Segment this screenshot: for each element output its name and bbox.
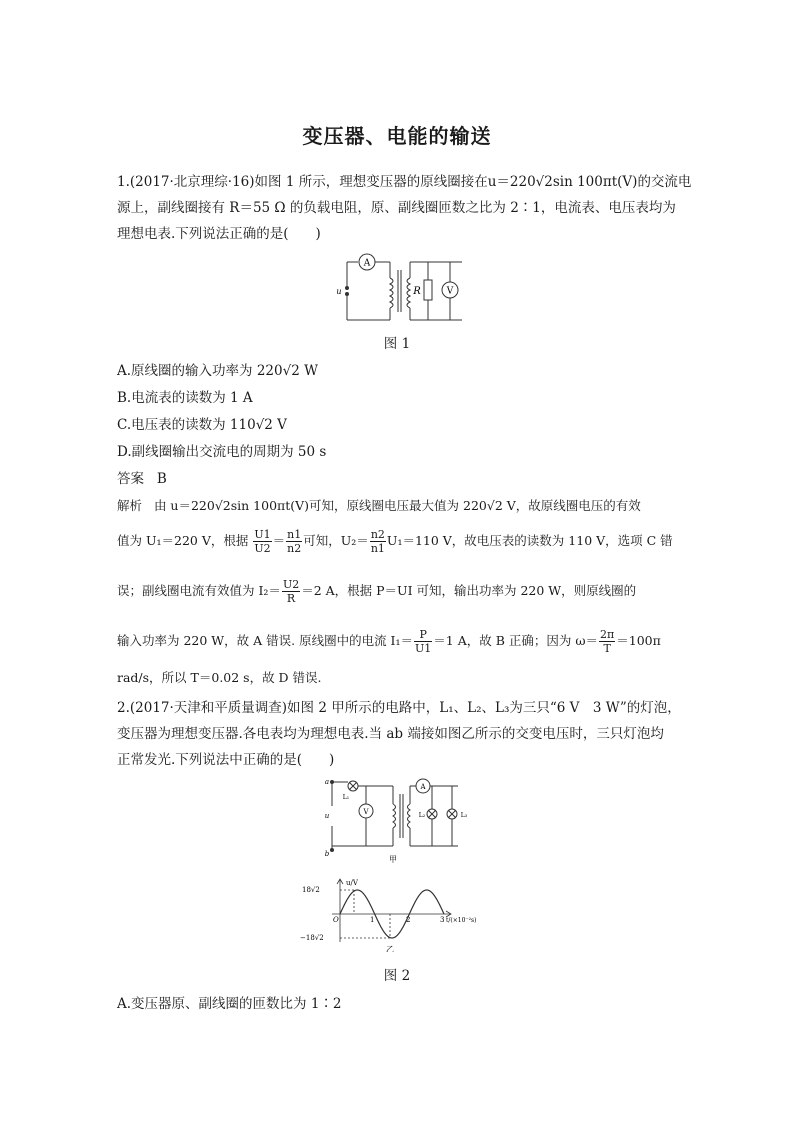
fraction-den: T <box>603 642 611 655</box>
analysis-text: 可知，U₂＝ <box>303 533 369 548</box>
voltmeter-label: V <box>363 808 369 816</box>
q1-stem-text-end: 的交流电 <box>637 174 692 190</box>
q1-stem-line3: 理想电表.下列说法正确的是( ) <box>117 226 321 242</box>
fraction-num: U2 <box>282 578 300 591</box>
q1-analysis-line2 <box>117 528 673 555</box>
terminal-a-label: a <box>324 778 330 786</box>
lamp-l2-label: L₂ <box>418 812 426 819</box>
lamp-l1-label: L₁ <box>342 794 350 801</box>
analysis-text: U₁＝110 V，故电压表的读数为 110 V，选项 C 错 <box>386 533 673 548</box>
q1-analysis-line5: rad/s，所以 T＝0.02 s，故 D 错误. <box>117 670 322 685</box>
analysis-text: 输入功率为 220 W，故 A 错误. 原线圈中的电流 I₁＝ <box>117 633 413 648</box>
ammeter-label: A <box>363 258 371 269</box>
q2-stem-line2: 变压器为理想变压器.各电表均为理想电表.当 ab 端接如图乙所示的交变电压时，三只灯泡均 <box>117 726 664 742</box>
fraction <box>282 578 300 605</box>
q1-stem-line1 <box>117 170 691 190</box>
y-axis-label: u/V <box>346 879 358 887</box>
q1-option-b: B.电流表的读数为 1 A <box>117 390 253 406</box>
figure-yi-caption: 乙 <box>386 945 394 952</box>
trough-label: −18√2 <box>300 934 324 942</box>
q2-stem-line1: 2.(2017·天津和平质量调查)如图 2 甲所示的电路中，L₁、L₂、L₃为三只“6 V 3 W”的灯泡， <box>117 700 681 716</box>
figure-2-caption: 图 2 <box>383 968 411 984</box>
fraction-den: n1 <box>370 542 385 555</box>
q1-analysis-line3 <box>117 578 636 605</box>
figure-jia-caption: 甲 <box>389 855 397 864</box>
analysis-text: 由 u＝220√2sin 100πt(V)可知，原线圈电压最大值为 220√2 V，故原线圈电压的有效 <box>153 498 641 513</box>
lamp-l3-label: L₃ <box>460 812 468 819</box>
fraction <box>414 628 432 655</box>
fraction <box>599 628 615 655</box>
analysis-label: 解析 <box>117 498 143 513</box>
fraction-num: n1 <box>287 528 302 541</box>
analysis-text: ＝ <box>272 533 286 548</box>
fraction-den: n2 <box>287 542 302 555</box>
origin-label: O <box>333 916 339 924</box>
figure-1-circuit <box>330 250 470 330</box>
answer-value: B <box>156 471 167 487</box>
q2-option-a: A.变压器原、副线圈的匝数比为 1∶2 <box>117 996 342 1012</box>
fraction-num: U1 <box>254 528 271 541</box>
resistor-label: R <box>413 286 421 297</box>
source-label: u <box>336 287 342 296</box>
q1-analysis-line4 <box>117 628 661 655</box>
q1-option-a: A.原线圈的输入功率为 220√2 W <box>117 363 318 379</box>
fraction <box>286 528 302 555</box>
fraction-num: n2 <box>370 528 385 541</box>
u-label: u <box>324 812 330 820</box>
voltmeter-label: V <box>446 286 454 297</box>
q1-answer-row <box>117 467 167 487</box>
q2-stem-line3: 正常发光.下列说法中正确的是( ) <box>117 752 335 768</box>
q1-stem-expression: u＝220√2sin 100πt(V) <box>487 174 638 190</box>
q1-option-d: D.副线圈输出交流电的周期为 50 s <box>117 444 327 460</box>
analysis-text: ＝100π <box>616 633 661 648</box>
analysis-text: 误；副线圈电流有效值为 I₂＝ <box>117 583 281 598</box>
fraction <box>370 528 386 555</box>
q1-option-c: C.电压表的读数为 110√2 V <box>117 417 287 433</box>
analysis-text: ＝1 A，故 B 正确；因为 ω＝ <box>433 633 599 648</box>
figure-1-caption: 图 1 <box>383 336 411 352</box>
fraction-num: 2π <box>600 628 615 641</box>
figure-2-circuit-jia <box>318 776 478 866</box>
analysis-text: ＝2 A，根据 P＝UI 可知，输出功率为 220 W，则原线圈的 <box>301 583 637 598</box>
tick-2-label: 2 <box>406 916 411 924</box>
terminal-b-label: b <box>324 850 330 858</box>
fraction-num: P <box>414 628 432 642</box>
page-title: 变压器、电能的输送 <box>302 124 492 148</box>
figure-2-waveform-yi <box>300 876 490 952</box>
tick-1-label: 1 <box>370 916 375 924</box>
q1-stem-line2: 源上，副线圈接有 R＝55 Ω 的负载电阻，原、副线圈匝数之比为 2∶1，电流表、电压表均为 <box>117 200 676 216</box>
tick-3-label: 3 <box>440 916 445 924</box>
analysis-text: 值为 U₁＝220 V，根据 <box>117 533 249 548</box>
fraction-den: U1 <box>415 642 432 655</box>
ammeter-label: A <box>420 783 426 791</box>
q1-analysis-line1 <box>117 496 641 514</box>
answer-label: 答案 <box>117 471 144 487</box>
fraction-den: U2 <box>254 542 271 555</box>
peak-label: 18√2 <box>302 886 320 894</box>
fraction <box>253 528 271 555</box>
x-axis-label: t/(×10⁻²s) <box>446 917 477 924</box>
fraction-den: R <box>286 592 296 605</box>
q1-stem-text: 1.(2017·北京理综·16)如图 1 所示，理想变压器的原线圈接在 <box>117 174 488 190</box>
